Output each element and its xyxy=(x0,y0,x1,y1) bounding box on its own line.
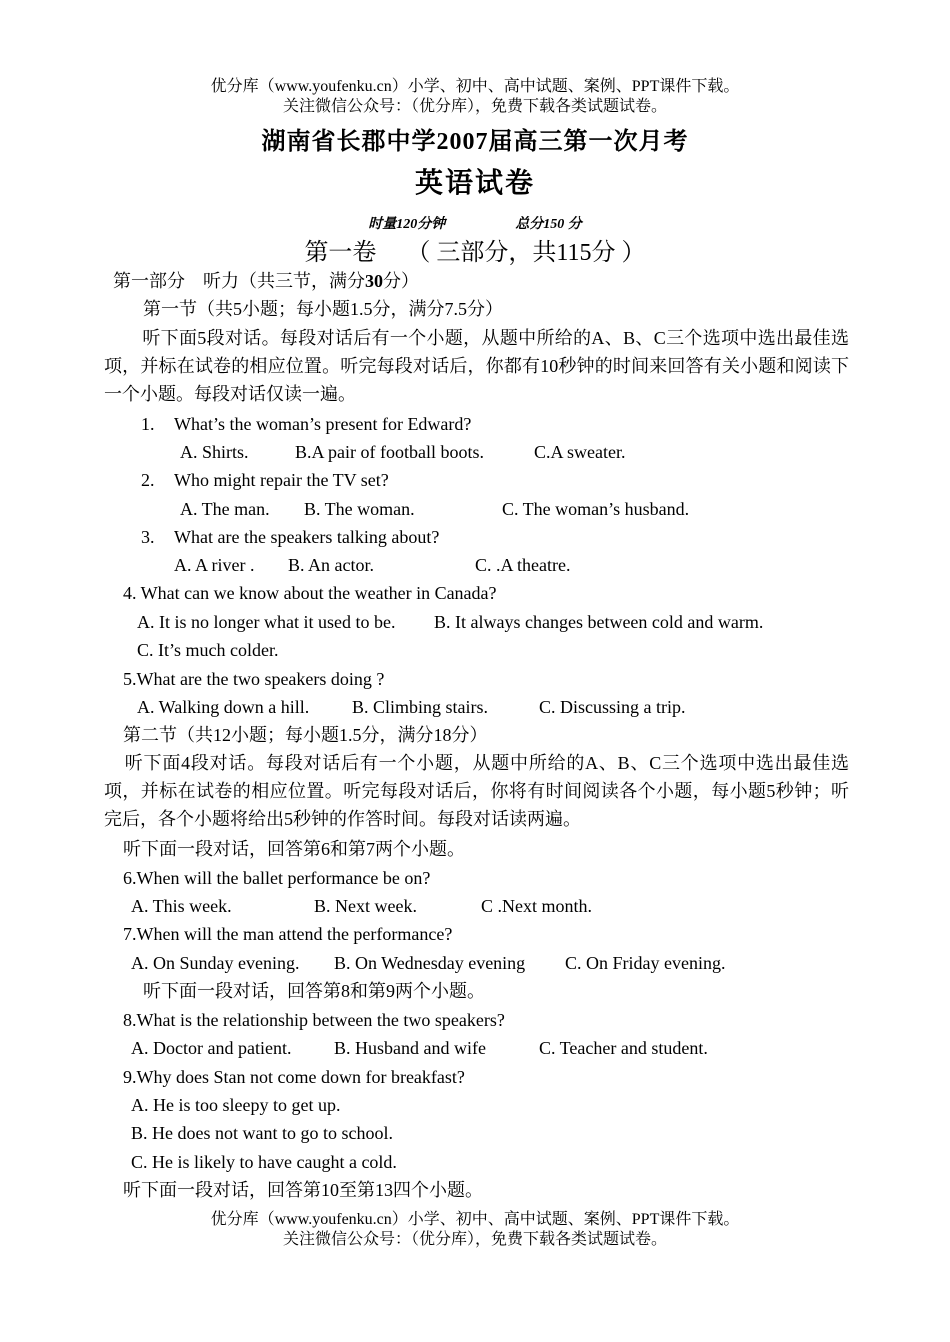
volume-heading: 第一卷 （ 三部分，共115分 ） xyxy=(304,240,646,266)
q1-option-c: C.A sweater. xyxy=(534,442,626,462)
q3-number: 3. xyxy=(141,527,155,547)
q7-stem: 7.When will the man attend the performance? xyxy=(123,924,453,944)
q6-option-b: B. Next week. xyxy=(314,896,417,916)
q5-option-a: A. Walking down a hill. xyxy=(137,697,310,717)
q7-option-a: A. On Sunday evening. xyxy=(131,953,300,973)
q9-option-a: A. He is too sleepy to get up. xyxy=(131,1095,341,1115)
q3-option-b: B. An actor. xyxy=(288,555,374,575)
q1-option-a: A. Shirts. xyxy=(180,442,249,462)
q1-number: 1. xyxy=(141,414,155,434)
subject-title: 英语试卷 xyxy=(414,168,535,199)
q1-option-b: B.A pair of football boots. xyxy=(295,442,484,462)
q6-option-a: A. This week. xyxy=(131,896,232,916)
q9-option-b: B. He does not want to go to school. xyxy=(131,1123,393,1143)
prompt-8-9: 听下面一段对话，回答第8和第9两个小题。 xyxy=(143,981,485,1001)
exam-title: 湖南省长郡中学2007届高三第一次月考 xyxy=(261,129,689,155)
q1-stem: What’s the woman’s present for Edward? xyxy=(174,414,472,434)
prompt-6-7: 听下面一段对话，回答第6和第7两个小题。 xyxy=(123,839,465,859)
q4-option-a: A. It is no longer what it used to be. xyxy=(137,612,396,632)
q8-option-b: B. Husband and wife xyxy=(334,1038,486,1058)
q3-option-a: A. A river . xyxy=(174,555,255,575)
q6-option-c: C .Next month. xyxy=(481,896,592,916)
header-line-1: 优分库（www.youfenku.cn）小学、初中、高中试题、案例、PPT课件下载。 xyxy=(210,78,740,95)
q2-option-a: A. The man. xyxy=(180,499,270,519)
q5-option-c: C. Discussing a trip. xyxy=(539,697,686,717)
q9-option-c: C. He is likely to have caught a cold. xyxy=(131,1152,397,1172)
footer-line-2: 关注微信公众号：（优分库），免费下载各类试题试卷。 xyxy=(282,1231,667,1248)
time-limit: 时量120分钟 xyxy=(368,217,446,232)
prompt-10-13: 听下面一段对话，回答第10至第13四个小题。 xyxy=(123,1180,483,1200)
q4-option-b: B. It always changes between cold and warm. xyxy=(434,612,764,632)
q6-stem: 6.When will the ballet performance be on? xyxy=(123,868,431,888)
part1-heading: 第一部分 听力（共三节，满分30分） xyxy=(113,271,419,291)
section1-heading: 第一节（共5小题；每小题1.5分，满分7.5分） xyxy=(143,299,503,319)
total-score: 总分150 分 xyxy=(515,217,582,232)
q4-option-c: C. It’s much colder. xyxy=(137,640,279,660)
q3-option-c: C. .A theatre. xyxy=(475,555,571,575)
exam-meta xyxy=(0,214,950,236)
q8-option-c: C. Teacher and student. xyxy=(539,1038,708,1058)
section2-instruction: 听下面4段对话。每段对话后有一个小题，从题中所给的A、B、C三个选项中选出最佳选项，并标在试卷的相应位置。听完每段对话后，你将有时间阅读各个小题，每小题5秒钟；听完后，各个小题将给出5秒钟的作答时间。每段对话读两遍。 xyxy=(104,753,849,829)
q2-option-b: B. The woman. xyxy=(304,499,415,519)
q2-stem: Who might repair the TV set? xyxy=(174,470,389,490)
section1-instruction: 听下面5段对话。每段对话后有一个小题，从题中所给的A、B、C三个选项中选出最佳选项，并标在试卷的相应位置。听完每段对话后，你都有10秒钟的时间来回答有关小题和阅读下一个小题。每段对话仅读一遍。 xyxy=(104,328,849,404)
q2-option-c: C. The woman’s husband. xyxy=(502,499,690,519)
header-line-2: 关注微信公众号：（优分库），免费下载各类试题试卷。 xyxy=(282,98,667,115)
q5-option-b: B. Climbing stairs. xyxy=(352,697,489,717)
section2-heading: 第二节（共12小题；每小题1.5分，满分18分） xyxy=(123,725,488,745)
footer-line-1: 优分库（www.youfenku.cn）小学、初中、高中试题、案例、PPT课件下载。 xyxy=(210,1211,740,1228)
q7-option-b: B. On Wednesday evening xyxy=(334,953,526,973)
q3-stem: What are the speakers talking about? xyxy=(174,527,440,547)
q8-stem: 8.What is the relationship between the two speakers? xyxy=(123,1010,505,1030)
q4-stem: 4. What can we know about the weather in Canada? xyxy=(123,583,497,603)
q5-stem: 5.What are the two speakers doing ? xyxy=(123,669,385,689)
q2-number: 2. xyxy=(141,470,155,490)
q8-option-a: A. Doctor and patient. xyxy=(131,1038,292,1058)
q7-option-c: C. On Friday evening. xyxy=(565,953,726,973)
q9-stem: 9.Why does Stan not come down for breakfast? xyxy=(123,1067,465,1087)
